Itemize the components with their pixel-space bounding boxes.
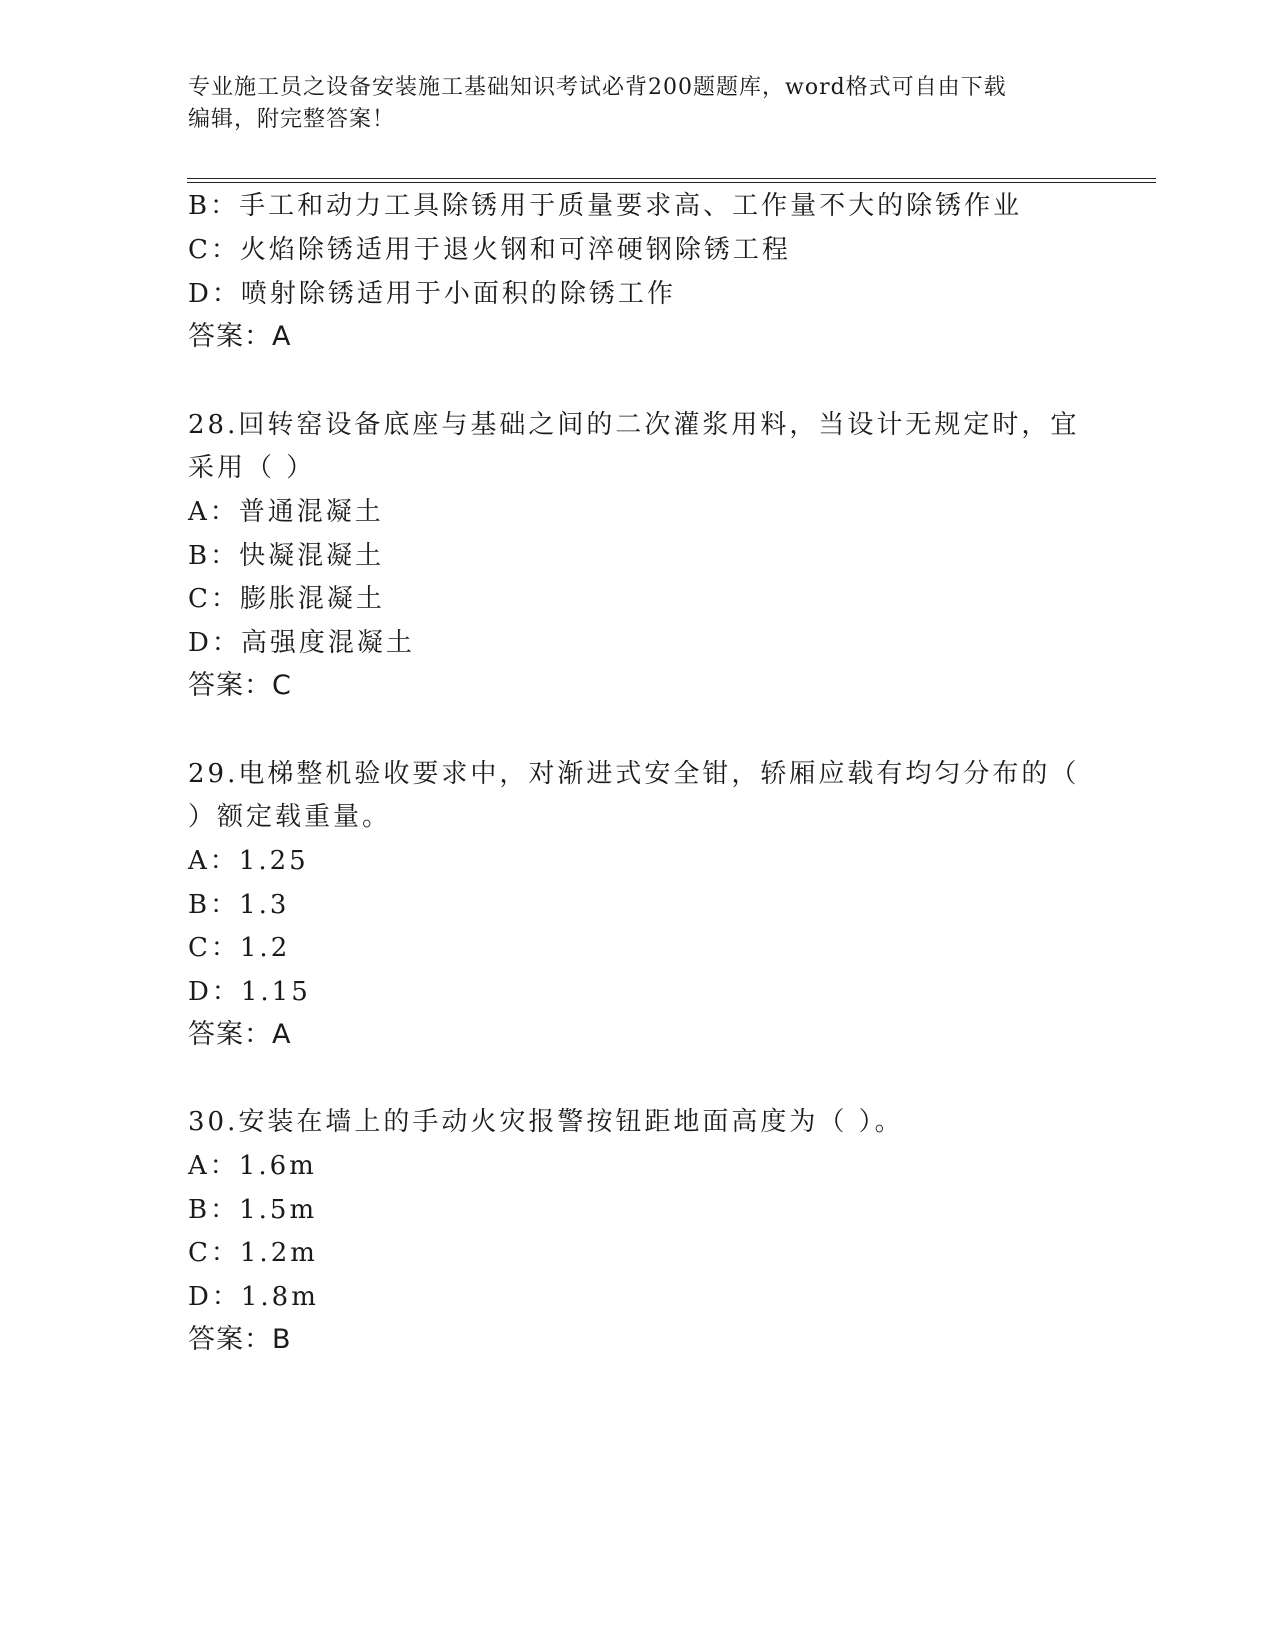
- q30-stem-line-1: 30.安装在墙上的手动火灾报警按钮距地面高度为（ ）。: [188, 1107, 904, 1137]
- q30-option-c: C：1.2m: [188, 1238, 318, 1268]
- q27-option-d: D：喷射除锈适用于小面积的除锈工作: [188, 279, 676, 309]
- q29-stem-line-2: ）额定载重量。: [188, 802, 392, 832]
- q29-stem-line-1: 29.电梯整机验收要求中，对渐进式安全钳，轿厢应载有均匀分布的（: [188, 759, 1080, 789]
- q30-option-d: D：1.8m: [188, 1282, 319, 1312]
- q30-option-a: A：1.6m: [188, 1151, 317, 1181]
- header-title-line-1: 专业施工员之设备安装施工基础知识考试必背200题题库，word格式可自由下载: [188, 75, 1007, 100]
- header-divider-top: [187, 178, 1156, 179]
- document-header: [188, 72, 1088, 136]
- q30-answer: 答案：B: [188, 1324, 292, 1355]
- q29-option-b: B：1.3: [188, 890, 290, 920]
- q28-stem-line-2: 采用（ ）: [188, 453, 316, 483]
- q28-stem-line-1: 28.回转窑设备底座与基础之间的二次灌浆用料，当设计无规定时，宜: [188, 410, 1080, 440]
- q27-option-c: C：火焰除锈适用于退火钢和可淬硬钢除锈工程: [188, 235, 791, 265]
- q29-option-d: D：1.15: [188, 977, 311, 1007]
- q29-option-a: A：1.25: [188, 846, 309, 876]
- q29-option-c: C：1.2: [188, 933, 291, 963]
- q28-option-c: C：膨胀混凝土: [188, 584, 385, 614]
- q28-option-b: B：快凝混凝土: [188, 541, 385, 571]
- q28-option-d: D：高强度混凝土: [188, 628, 415, 658]
- q29-answer: 答案：A: [188, 1019, 292, 1050]
- q30-option-b: B：1.5m: [188, 1195, 318, 1225]
- q28-answer: 答案：C: [188, 670, 292, 701]
- header-title-line-2: 编辑，附完整答案！: [188, 107, 396, 132]
- q27-option-b: B：手工和动力工具除锈用于质量要求高、工作量不大的除锈作业: [188, 191, 1023, 221]
- q28-option-a: A：普通混凝土: [188, 497, 384, 527]
- q27-answer: 答案：A: [188, 321, 292, 352]
- header-divider-bottom: [187, 182, 1156, 183]
